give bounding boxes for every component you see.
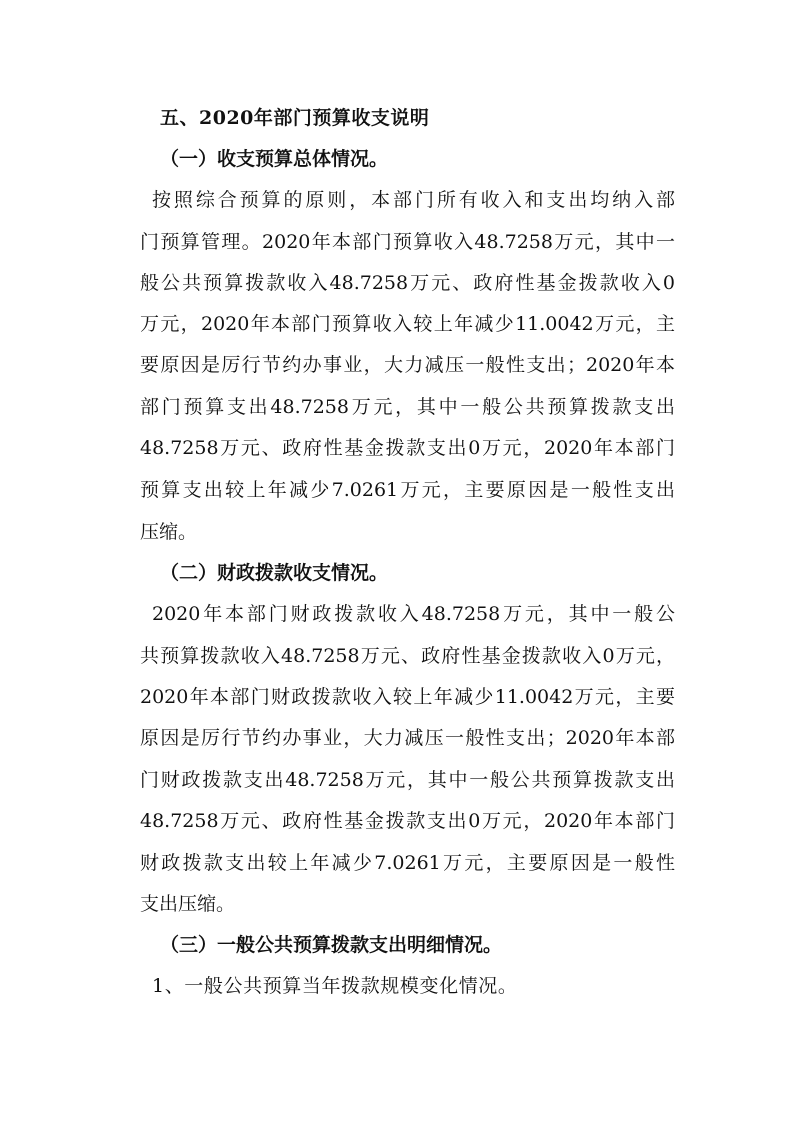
part2-line: 支出压缩。 — [140, 893, 236, 915]
part1-heading: （一）收支预算总体情况。 — [160, 148, 389, 170]
part1-line: 按照综合预算的原则，本部门所有收入和支出均纳入部 — [152, 189, 675, 211]
part2-heading: （二）财政拨款收支情况。 — [160, 562, 389, 584]
part3-heading: （三）一般公共预算拨款支出明细情况。 — [160, 934, 503, 956]
part2-line: 2020年本部门财政拨款收入48.7258万元，其中一般公 — [152, 603, 675, 625]
part1-line: 要原因是厉行节约办事业，大力减压一般性支出；2020年本 — [140, 354, 675, 376]
part2-line: 共预算拨款收入48.7258万元、政府性基金拨款收入0万元， — [140, 645, 675, 667]
part2-line: 48.7258万元、政府性基金拨款支出0万元，2020年本部门 — [140, 810, 675, 832]
part2-line: 门财政拨款支出48.7258万元，其中一般公共预算拨款支出 — [140, 769, 675, 791]
part1-line: 48.7258万元、政府性基金拨款支出0万元，2020年本部门 — [140, 437, 675, 459]
part2-line: 2020年本部门财政拨款收入较上年减少11.0042万元，主要 — [140, 686, 675, 708]
part2-line: 财政拨款支出较上年减少7.0261万元，主要原因是一般性 — [140, 852, 675, 874]
part1-line: 般公共预算拨款收入48.7258万元、政府性基金拨款收入0 — [140, 272, 675, 294]
part1-line: 万元，2020年本部门预算收入较上年减少11.0042万元，主 — [140, 313, 675, 335]
part3-item-1: 1、一般公共预算当年拨款规模变化情况。 — [152, 975, 518, 997]
part1-line: 部门预算支出48.7258万元，其中一般公共预算拨款支出 — [140, 396, 675, 418]
part1-line: 预算支出较上年减少7.0261万元，主要原因是一般性支出 — [140, 479, 675, 501]
part1-line: 压缩。 — [140, 521, 198, 543]
part2-line: 原因是厉行节约办事业，大力减压一般性支出；2020年本部 — [140, 727, 675, 749]
section-title: 五、2020年部门预算收支说明 — [160, 107, 430, 129]
part1-line: 门预算管理。2020年本部门预算收入48.7258万元，其中一 — [140, 231, 675, 253]
